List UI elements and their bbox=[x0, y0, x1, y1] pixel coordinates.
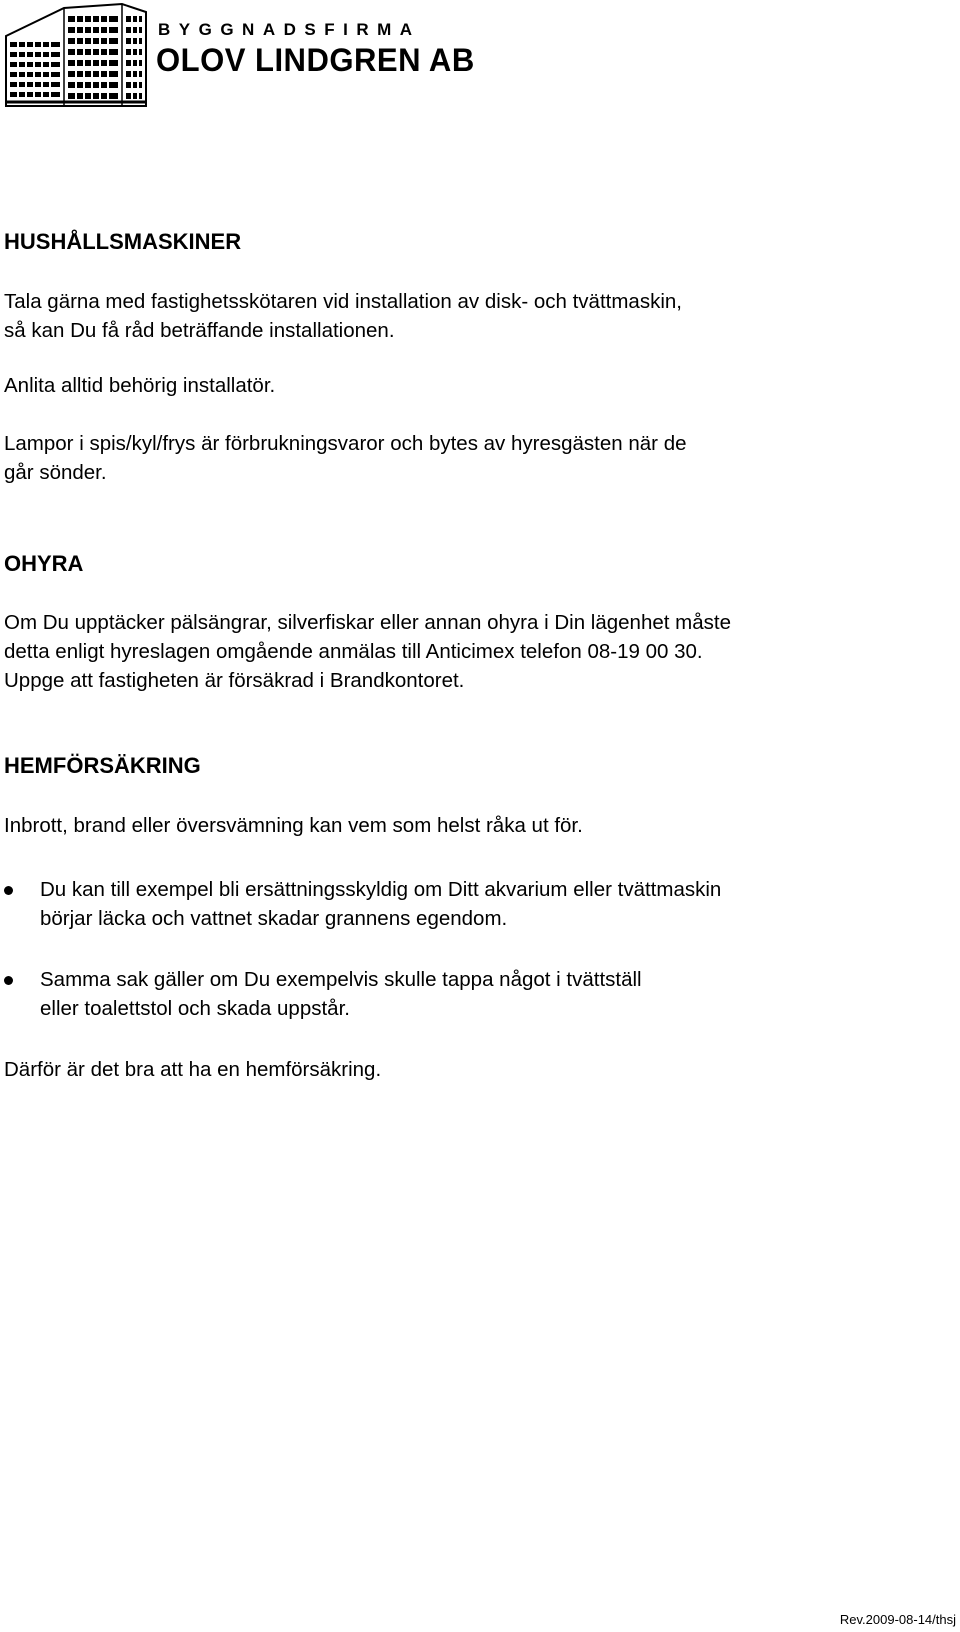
paragraph-line: Inbrott, brand eller översvämning kan vem som helst råka ut för. bbox=[4, 814, 583, 837]
paragraph-line: Tala gärna med fastighetsskötaren vid installation av disk- och tvättmaskin, bbox=[4, 290, 682, 313]
list-item-line: Samma sak gäller om Du exempelvis skulle tappa något i tvättställ bbox=[40, 968, 642, 991]
list-item-line: eller toalettstol och skada uppstår. bbox=[40, 997, 350, 1020]
paragraph-line: så kan Du få råd beträffande installationen. bbox=[4, 319, 395, 342]
paragraph-line: Anlita alltid behörig installatör. bbox=[4, 374, 276, 397]
building-logo-icon bbox=[4, 2, 149, 110]
bullet-icon bbox=[4, 976, 13, 985]
list-item-line: Du kan till exempel bli ersättningsskyldig om Ditt akvarium eller tvättmaskin bbox=[40, 878, 722, 901]
firm-type: BYGGNADSFIRMA bbox=[158, 20, 421, 39]
section-title-hushallsmaskiner: HUSHÅLLSMASKINER bbox=[4, 229, 242, 254]
paragraph-line: detta enligt hyreslagen omgående anmälas till Anticimex telefon 08-19 00 30. bbox=[4, 640, 703, 663]
bullet-icon bbox=[4, 886, 13, 895]
list-item-line: börjar läcka och vattnet skadar grannens egendom. bbox=[40, 907, 508, 930]
letterhead bbox=[4, 2, 474, 110]
company-name: OLOV LINDGREN AB bbox=[156, 42, 475, 78]
paragraph-line: Lampor i spis/kyl/frys är förbrukningsvaror och bytes av hyresgästen när de bbox=[4, 432, 687, 455]
section-title-ohyra: OHYRA bbox=[4, 551, 84, 576]
paragraph-line: Uppge att fastigheten är försäkrad i Brandkontoret. bbox=[4, 669, 465, 692]
paragraph-line: Därför är det bra att ha en hemförsäkring. bbox=[4, 1058, 382, 1081]
paragraph-line: Om Du upptäcker pälsängrar, silverfiskar eller annan ohyra i Din lägenhet måste bbox=[4, 611, 731, 634]
paragraph-line: går sönder. bbox=[4, 461, 107, 484]
section-title-hemforsakring: HEMFÖRSÄKRING bbox=[4, 753, 201, 778]
revision-note: Rev.2009-08-14/thsj bbox=[839, 1612, 956, 1627]
